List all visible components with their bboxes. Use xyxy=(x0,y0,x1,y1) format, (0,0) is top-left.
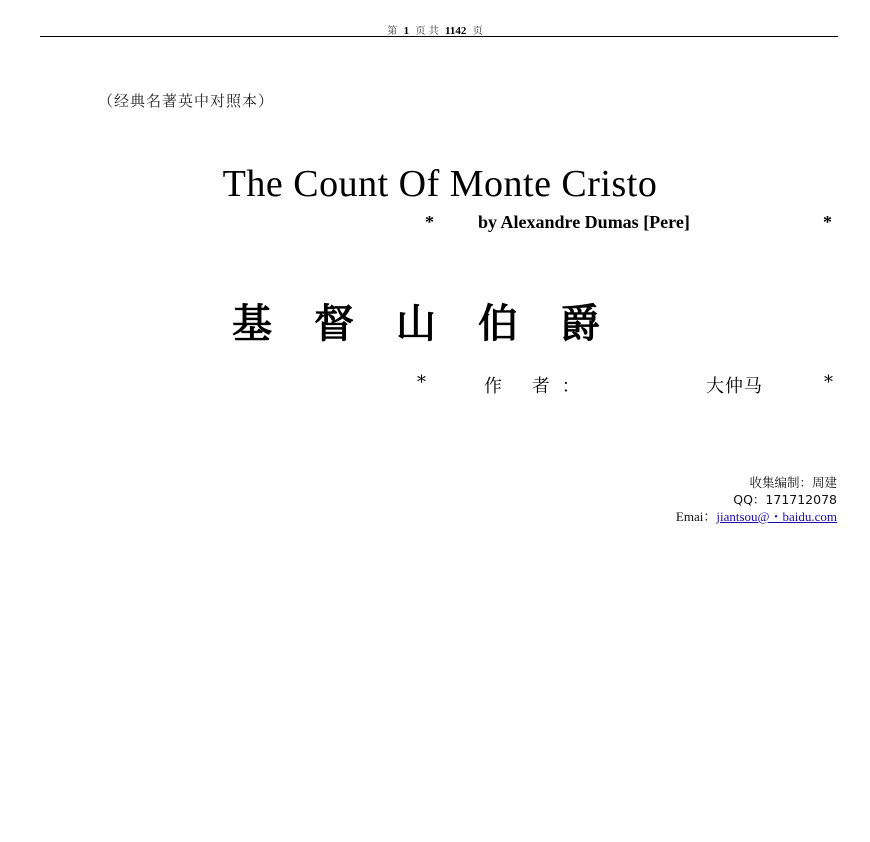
qq-line: QQ：171712078 xyxy=(733,492,837,507)
author-zh-name: 大仲马 xyxy=(706,376,763,397)
credits-block xyxy=(676,474,837,525)
author-en-name: by Alexandre Dumas [Pere] xyxy=(478,212,690,232)
total-pages: 1142 xyxy=(445,25,467,37)
compiler-line: 收集编制：周建 xyxy=(749,475,837,490)
chinese-author-line xyxy=(0,372,870,396)
header-prefix: 第 xyxy=(387,26,398,37)
email-link[interactable]: jiantsou@・baidu.com xyxy=(716,509,837,524)
header-divider xyxy=(40,36,838,37)
page-number: 1 xyxy=(403,25,410,37)
author-en-star-right: * xyxy=(823,212,832,232)
header-suffix: 页 xyxy=(472,26,483,37)
page-header xyxy=(0,22,870,37)
edition-subtitle: （经典名著英中对照本） xyxy=(98,92,275,110)
author-zh-label: 作 者： xyxy=(484,376,592,397)
header-mid: 页 共 xyxy=(415,26,439,37)
author-en-star-left: * xyxy=(425,212,434,232)
email-label: Emai： xyxy=(675,509,717,524)
author-zh-star-right: * xyxy=(824,372,833,393)
email-line xyxy=(676,508,837,525)
english-author-line xyxy=(0,212,870,234)
author-zh-star-left: * xyxy=(417,372,426,393)
chinese-title: 基督山伯爵 xyxy=(232,300,642,347)
english-title: The Count Of Monte Cristo xyxy=(222,163,658,205)
